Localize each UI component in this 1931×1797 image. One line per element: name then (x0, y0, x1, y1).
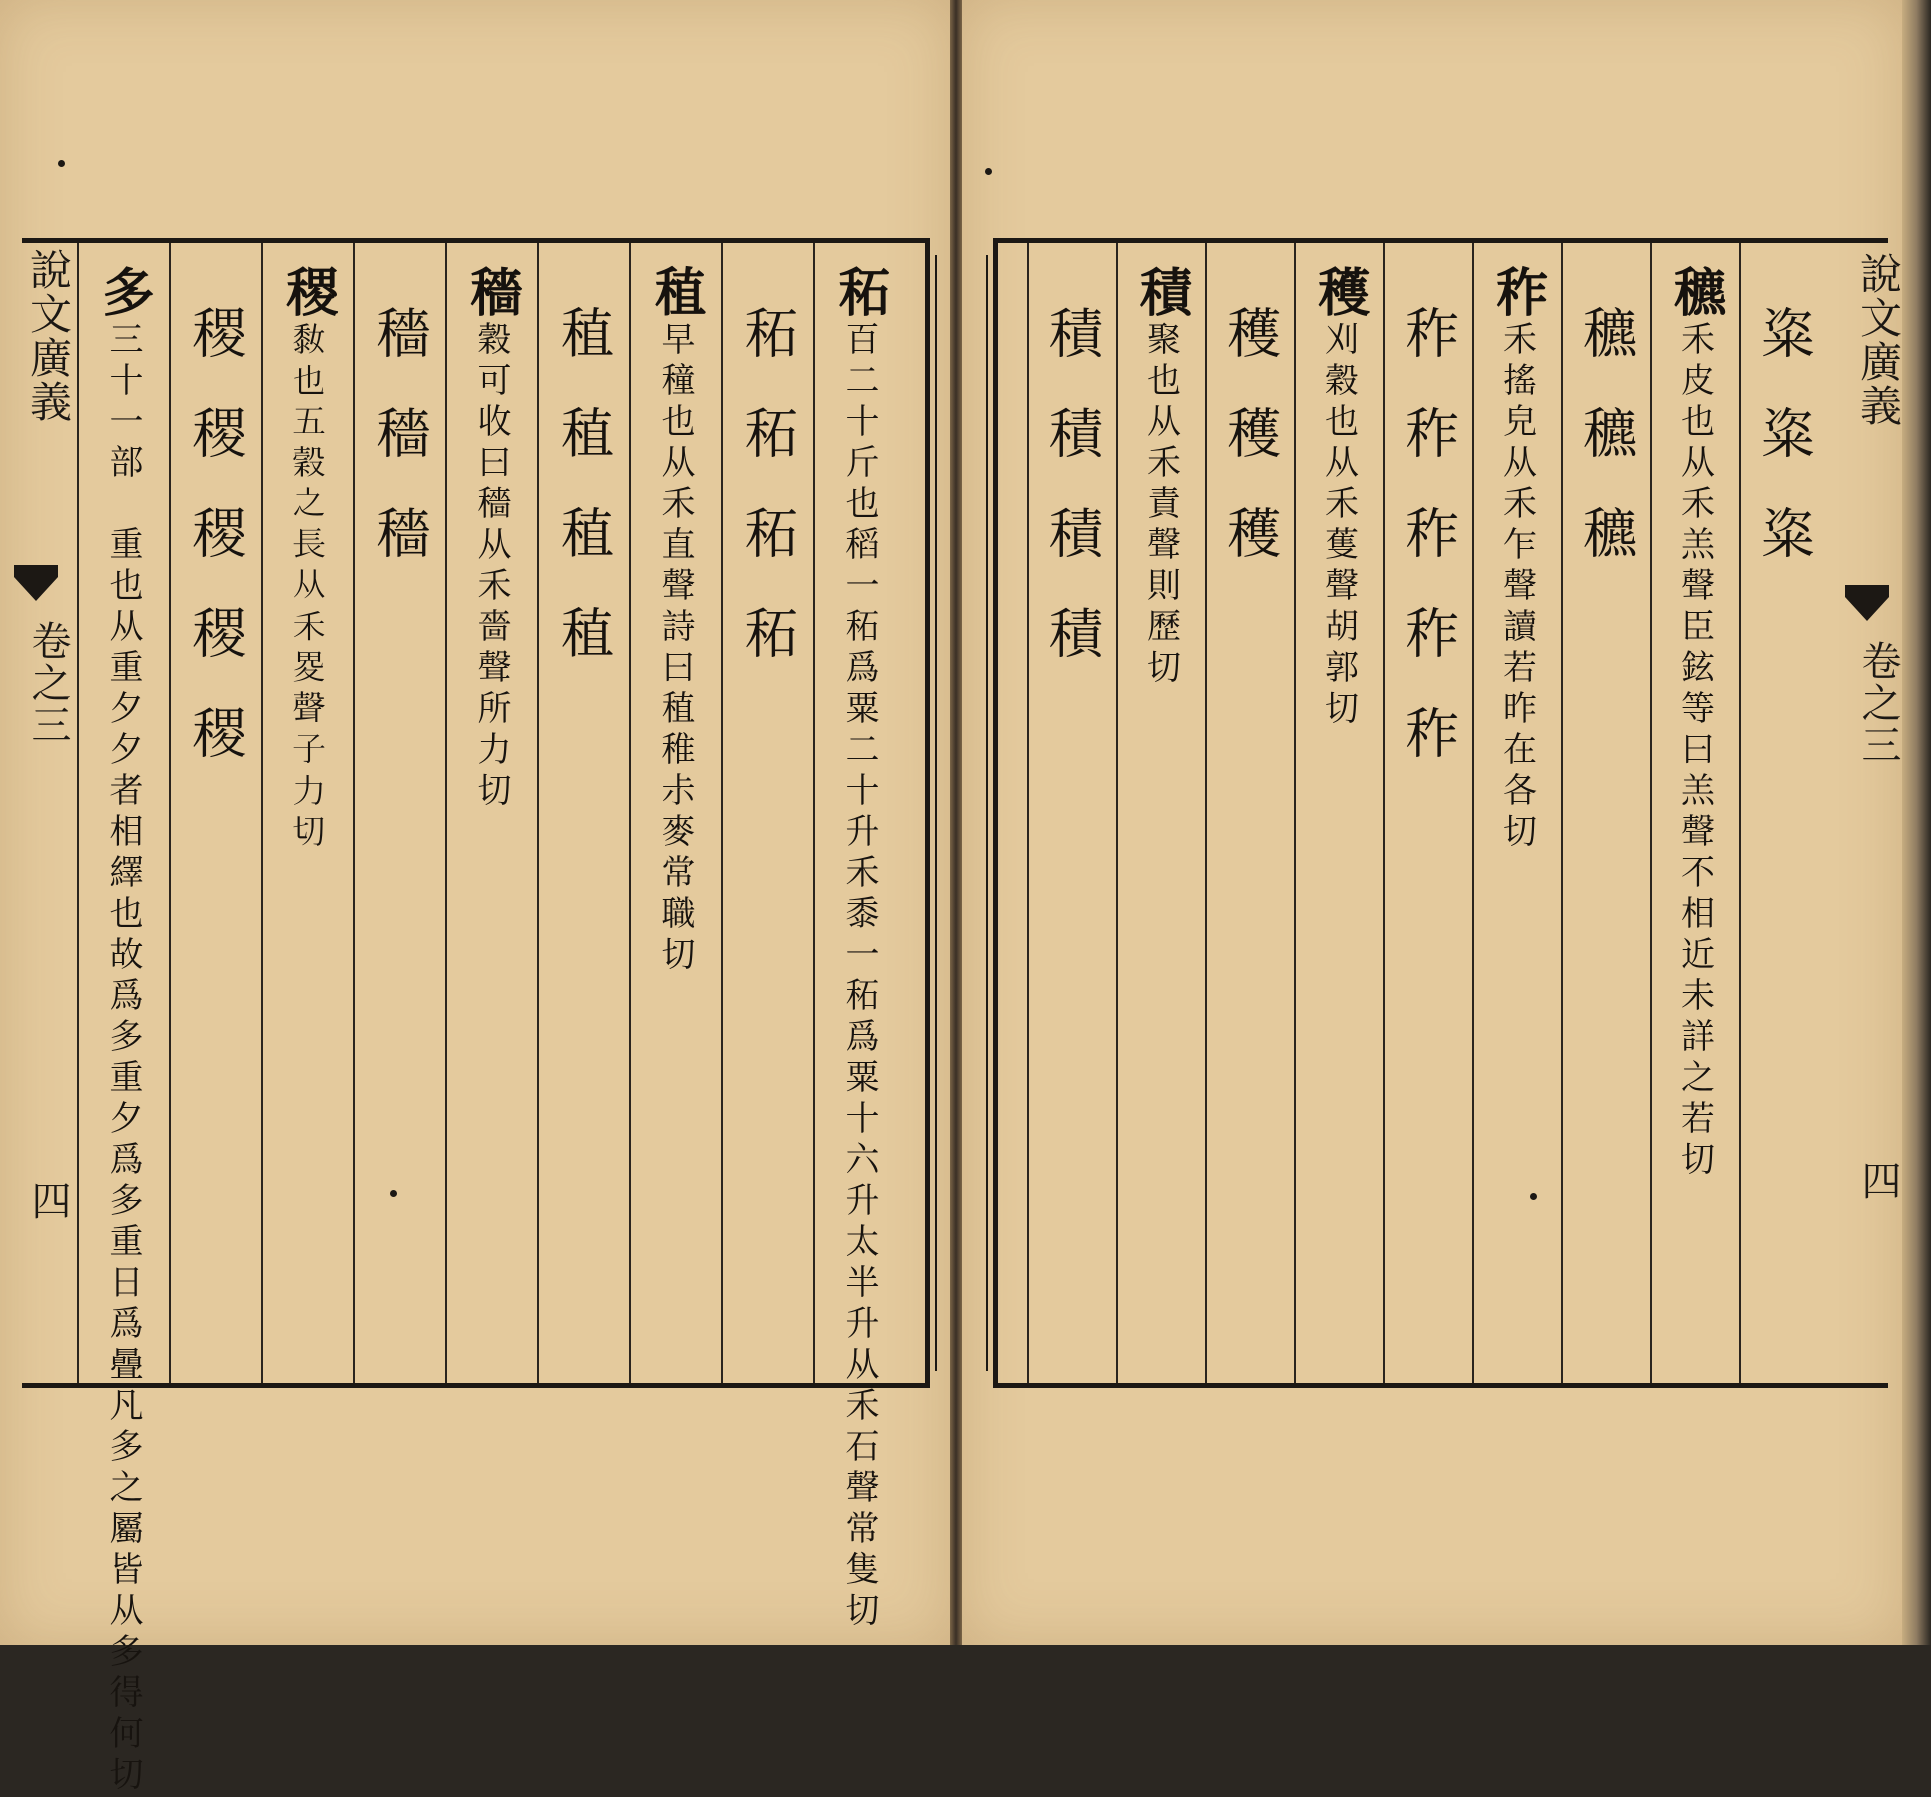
fishtail-mark (1845, 585, 1889, 625)
column-rule (537, 243, 539, 1383)
column-rule (1027, 243, 1029, 1383)
entry-headword: 多 (93, 265, 154, 321)
entry-headword: 穮 (1664, 265, 1726, 321)
right-text-frame (993, 238, 1888, 1388)
column-rule (1116, 243, 1118, 1383)
right-margin-folio: 四 (1855, 1160, 1901, 1200)
seal-script-forms: 穮穮穮 (1574, 305, 1638, 605)
entry-column (1294, 265, 1383, 731)
column-rule (1294, 243, 1296, 1383)
seal-column (537, 265, 629, 705)
seal-column (353, 265, 445, 605)
entry-column (1116, 265, 1205, 690)
seal-column (1739, 265, 1828, 605)
seal-script-forms: 䄷䄷䄷䄷 (736, 305, 799, 705)
seal-script-forms: 穫穫穫 (1218, 305, 1282, 605)
column-rule (1561, 243, 1563, 1383)
entry-headword: 穫 (1308, 265, 1370, 321)
seal-script-forms: 粢粢粢 (1752, 305, 1816, 605)
entry-column (445, 265, 537, 813)
left-margin-folio: 四 (25, 1180, 71, 1220)
right-margin-juan: 卷之三 (1855, 640, 1901, 766)
column-rule (261, 243, 263, 1383)
right-margin-title: 說文廣義 (1854, 252, 1903, 428)
entry-gloss: 𪏮也五穀之長从禾畟聲子力切 (287, 321, 327, 854)
entry-gloss: 刈穀也从禾蒦聲胡郭切 (1318, 321, 1359, 731)
print-dot (390, 1190, 397, 1197)
print-dot (1530, 1193, 1537, 1200)
column-rule (721, 243, 723, 1383)
seal-column (169, 265, 261, 805)
entry-column (77, 265, 169, 1797)
column-rule (353, 243, 355, 1383)
column-rule (1205, 243, 1207, 1383)
entry-headword: 稷 (277, 265, 338, 321)
column-rule (1650, 243, 1652, 1383)
seal-column (1383, 265, 1472, 805)
seal-column (721, 265, 813, 705)
column-rule (1472, 243, 1474, 1383)
entry-gloss: 禾搖皃从禾乍聲讀若昨在各切 (1496, 321, 1537, 854)
print-dot (58, 160, 65, 167)
seal-column (1561, 265, 1650, 605)
entry-headword: 稙 (645, 265, 706, 321)
entry-column (261, 265, 353, 854)
entry-headword: 秨 (1486, 265, 1548, 321)
entry-gloss: 三十一部 重也从重夕夕者相繹也故爲多重夕爲多重日爲曡凡多之屬皆从多得何切 (103, 321, 143, 1797)
entry-headword: 䄷 (829, 265, 890, 321)
left-margin-juan: 卷之三 (25, 620, 71, 746)
entry-headword: 積 (1130, 265, 1192, 321)
seal-script-forms: 稙稙稙稙 (552, 305, 615, 705)
entry-gloss: 禾皮也从禾羔聲臣鉉等曰羔聲不相近未詳之若切 (1674, 321, 1715, 1182)
column-rule (1383, 243, 1385, 1383)
seal-column (1027, 265, 1116, 705)
entry-column (1650, 265, 1739, 1182)
book-gutter (950, 0, 962, 1645)
column-rule (169, 243, 171, 1383)
column-rule (813, 243, 815, 1383)
entry-column (813, 265, 905, 1633)
seal-script-forms: 秨秨秨秨秨 (1396, 305, 1460, 805)
seal-column (1205, 265, 1294, 605)
left-text-frame (22, 238, 930, 1797)
entry-gloss: 早穜也从禾直聲詩曰稙稚尗麥常職切 (655, 321, 695, 977)
entry-column (629, 265, 721, 977)
entry-gloss: 穀可收曰穡从禾嗇聲所力切 (471, 321, 511, 813)
column-rule (77, 243, 79, 1383)
column-rule (629, 243, 631, 1383)
seal-script-forms: 穡穡穡 (368, 305, 431, 605)
seal-script-forms: 稷稷稷稷稷 (184, 305, 247, 805)
print-dot (985, 168, 992, 175)
entry-headword: 穡 (461, 265, 522, 321)
column-rule (1739, 243, 1741, 1383)
entry-gloss: 聚也从禾責聲則歷切 (1140, 321, 1181, 690)
left-margin-title: 說文廣義 (24, 248, 73, 424)
entry-column (1472, 265, 1561, 854)
page-edge (1902, 0, 1931, 1645)
seal-script-forms: 積積積積 (1040, 305, 1104, 705)
column-rule (445, 243, 447, 1383)
entry-gloss: 百二十斤也稻一䄷爲粟二十升禾黍一䄷爲粟十六升太半升从禾石聲常隻切 (839, 321, 879, 1633)
